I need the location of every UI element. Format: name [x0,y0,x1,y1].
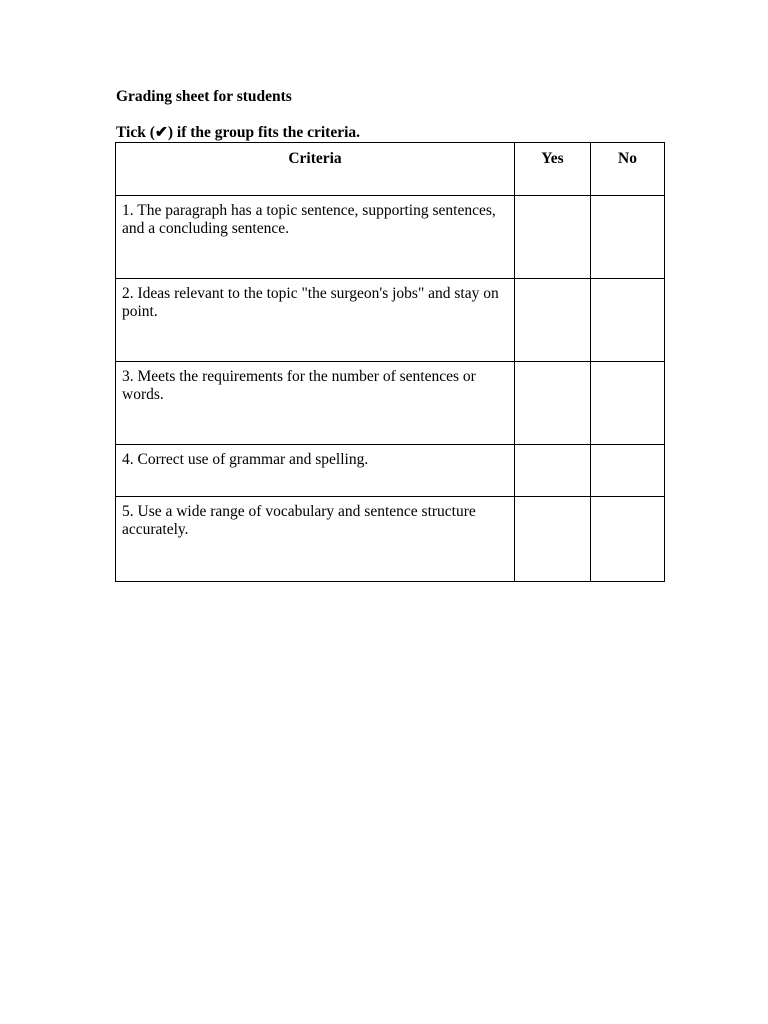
yes-column-header: Yes [515,143,591,196]
criteria-column-header: Criteria [116,143,515,196]
no-tick-cell[interactable] [591,497,665,582]
no-column-header: No [591,143,665,196]
criterion-cell: 4. Correct use of grammar and spelling. [116,445,515,497]
criterion-cell: 3. Meets the requirements for the number of sentences or words. [116,362,515,445]
table-row [116,362,665,445]
table-row [116,196,665,279]
yes-tick-cell[interactable] [515,196,591,279]
page-title: Grading sheet for students [116,88,292,105]
no-tick-cell[interactable] [591,196,665,279]
criterion-cell: 2. Ideas relevant to the topic "the surgeon's jobs" and stay on point. [116,279,515,362]
grading-table [115,142,665,582]
criterion-cell: 1. The paragraph has a topic sentence, supporting sentences, and a concluding sentence. [116,196,515,279]
table-row [116,279,665,362]
criterion-cell: 5. Use a wide range of vocabulary and sentence structure accurately. [116,497,515,582]
table-row [116,497,665,582]
yes-tick-cell[interactable] [515,279,591,362]
instruction-text: Tick (✔) if the group fits the criteria. [116,124,361,141]
table-header-row [116,143,665,196]
yes-tick-cell[interactable] [515,497,591,582]
yes-tick-cell[interactable] [515,362,591,445]
yes-tick-cell[interactable] [515,445,591,497]
no-tick-cell[interactable] [591,362,665,445]
no-tick-cell[interactable] [591,445,665,497]
no-tick-cell[interactable] [591,279,665,362]
table-row [116,445,665,497]
